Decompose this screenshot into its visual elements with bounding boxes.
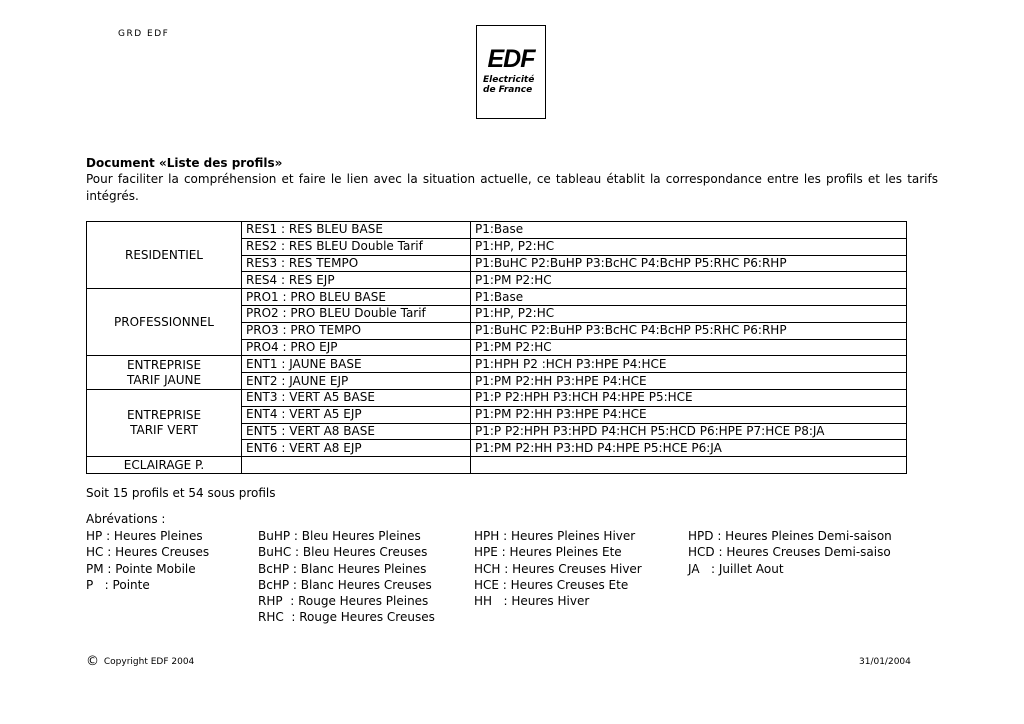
abbreviation-item: HCE : Heures Creuses Ete — [474, 577, 629, 592]
summary-text: Soit 15 profils et 54 sous profils — [86, 486, 276, 500]
category-label: ENTREPRISE — [126, 357, 202, 372]
category-label: TARIF VERT — [130, 423, 198, 438]
abbreviation-item: HPD : Heures Pleines Demi-saison — [688, 529, 892, 543]
tariff-cell: P1:PM P2:HH P3:HPE P4:HCE — [471, 373, 907, 390]
tariff-cell: P1:PM P2:HC — [471, 272, 907, 289]
abbreviation-item: HPH : Heures Pleines Hiver — [474, 529, 636, 543]
edf-logo — [476, 25, 546, 119]
profile-cell: ENT2 : JAUNE EJP — [242, 373, 471, 390]
footer-date: 31/01/2004 — [859, 657, 911, 667]
profile-cell: RES3 : RES TEMPO — [242, 255, 471, 272]
tariff-cell: P1:Base — [471, 289, 907, 306]
profile-cell: RES4 : RES EJP — [242, 272, 471, 289]
edf-logo-text: EDF — [487, 45, 535, 72]
profile-cell — [242, 457, 471, 474]
category-cell — [87, 289, 242, 356]
category-label: TARIF JAUNE — [126, 372, 202, 387]
document-title: Document «Liste des profils» — [86, 156, 283, 170]
copyright-text: Copyright EDF 2004 — [103, 657, 195, 667]
abbreviation-item: PM : Pointe Mobile — [86, 561, 196, 576]
tariff-cell: P1:P P2:HPH P3:HCH P4:HPE P5:HCE — [471, 389, 907, 406]
copyright-symbol: © — [86, 654, 99, 669]
abbreviation-item: BuHP : Bleu Heures Pleines — [258, 529, 421, 543]
tariff-cell: P1:HP, P2:HC — [471, 238, 907, 255]
tariff-cell: P1:BuHC P2:BuHP P3:BcHC P4:BcHP P5:RHC P6:RHP — [471, 322, 907, 339]
tariff-cell: P1:BuHC P2:BuHP P3:BcHC P4:BcHP P5:RHC P6:RHP — [471, 255, 907, 272]
profile-cell: RES2 : RES BLEU Double Tarif — [242, 238, 471, 255]
table-row — [87, 222, 907, 239]
abbreviation-item: BcHP : Blanc Heures Creuses — [258, 577, 432, 592]
profile-cell: ENT3 : VERT A5 BASE — [242, 389, 471, 406]
edf-logo-mark — [483, 44, 539, 72]
tariff-cell: P1:PM P2:HC — [471, 339, 907, 356]
profile-cell: ENT6 : VERT A8 EJP — [242, 440, 471, 457]
profile-cell: ENT5 : VERT A8 BASE — [242, 423, 471, 440]
category-label: PROFESSIONNEL — [114, 314, 214, 329]
table-row — [87, 289, 907, 306]
profile-cell: PRO3 : PRO TEMPO — [242, 322, 471, 339]
tariff-cell: P1:HPH P2 :HCH P3:HPE P4:HCE — [471, 356, 907, 373]
category-label: ECLAIRAGE P. — [123, 457, 205, 472]
profile-cell: ENT4 : VERT A5 EJP — [242, 406, 471, 423]
edf-logo-subtitle — [483, 75, 539, 95]
abbreviation-column — [474, 528, 642, 609]
abbreviation-item: HP : Heures Pleines — [86, 529, 203, 543]
profile-cell: PRO4 : PRO EJP — [242, 339, 471, 356]
footer-copyright — [86, 654, 194, 669]
abbreviations-heading: Abrévations : — [86, 512, 166, 526]
tariff-cell: P1:Base — [471, 222, 907, 239]
tariff-cell: P1:P P2:HPH P3:HPD P4:HCH P5:HCD P6:HPE P7:HCE P8:JA — [471, 423, 907, 440]
header-org: GRD EDF — [118, 29, 170, 39]
profile-cell: ENT1 : JAUNE BASE — [242, 356, 471, 373]
abbreviation-item: HCH : Heures Creuses Hiver — [474, 561, 642, 576]
category-cell — [87, 356, 242, 390]
abbreviation-column — [86, 528, 209, 593]
abbreviation-item: RHP : Rouge Heures Pleines — [258, 594, 429, 609]
category-label: ENTREPRISE — [126, 408, 202, 423]
abbreviation-item: BcHP : Blanc Heures Pleines — [258, 561, 427, 576]
abbreviation-column — [258, 528, 435, 626]
category-cell — [87, 457, 242, 474]
tariff-cell: P1:PM P2:HH P3:HD P4:HPE P5:HCE P6:JA — [471, 440, 907, 457]
abbreviation-item: HPE : Heures Pleines Ete — [474, 545, 622, 560]
abbreviation-item: HCD : Heures Creuses Demi-saiso — [688, 545, 891, 560]
abbreviation-item: HH : Heures Hiver — [474, 594, 590, 609]
profile-table — [86, 221, 907, 474]
profile-cell: PRO1 : PRO BLEU BASE — [242, 289, 471, 306]
abbreviation-item: JA : Juillet Aout — [688, 561, 784, 576]
abbreviation-column — [688, 528, 892, 577]
table-row — [87, 356, 907, 373]
abbreviation-item: RHC : Rouge Heures Creuses — [258, 610, 435, 625]
table-row — [87, 457, 907, 474]
category-cell — [87, 389, 242, 456]
abbreviation-item: HC : Heures Creuses — [86, 545, 210, 560]
abbreviation-item: BuHC : Bleu Heures Creuses — [258, 545, 428, 560]
tariff-cell: P1:HP, P2:HC — [471, 305, 907, 322]
category-cell — [87, 222, 242, 289]
category-label: RESIDENTIEL — [124, 247, 203, 262]
intro-paragraph: Pour faciliter la compréhension et faire le lien avec la situation actuelle, ce tableau établit la correspondance entre les profils et les tarifs intégrés. — [86, 172, 938, 203]
table-row — [87, 389, 907, 406]
abbreviation-item: P : Pointe — [86, 577, 150, 592]
profile-cell: PRO2 : PRO BLEU Double Tarif — [242, 305, 471, 322]
edf-logo-line2: de France — [483, 85, 533, 95]
tariff-cell: P1:PM P2:HH P3:HPE P4:HCE — [471, 406, 907, 423]
edf-logo-line1: Electricité — [483, 75, 535, 85]
profile-cell: RES1 : RES BLEU BASE — [242, 222, 471, 239]
tariff-cell — [471, 457, 907, 474]
